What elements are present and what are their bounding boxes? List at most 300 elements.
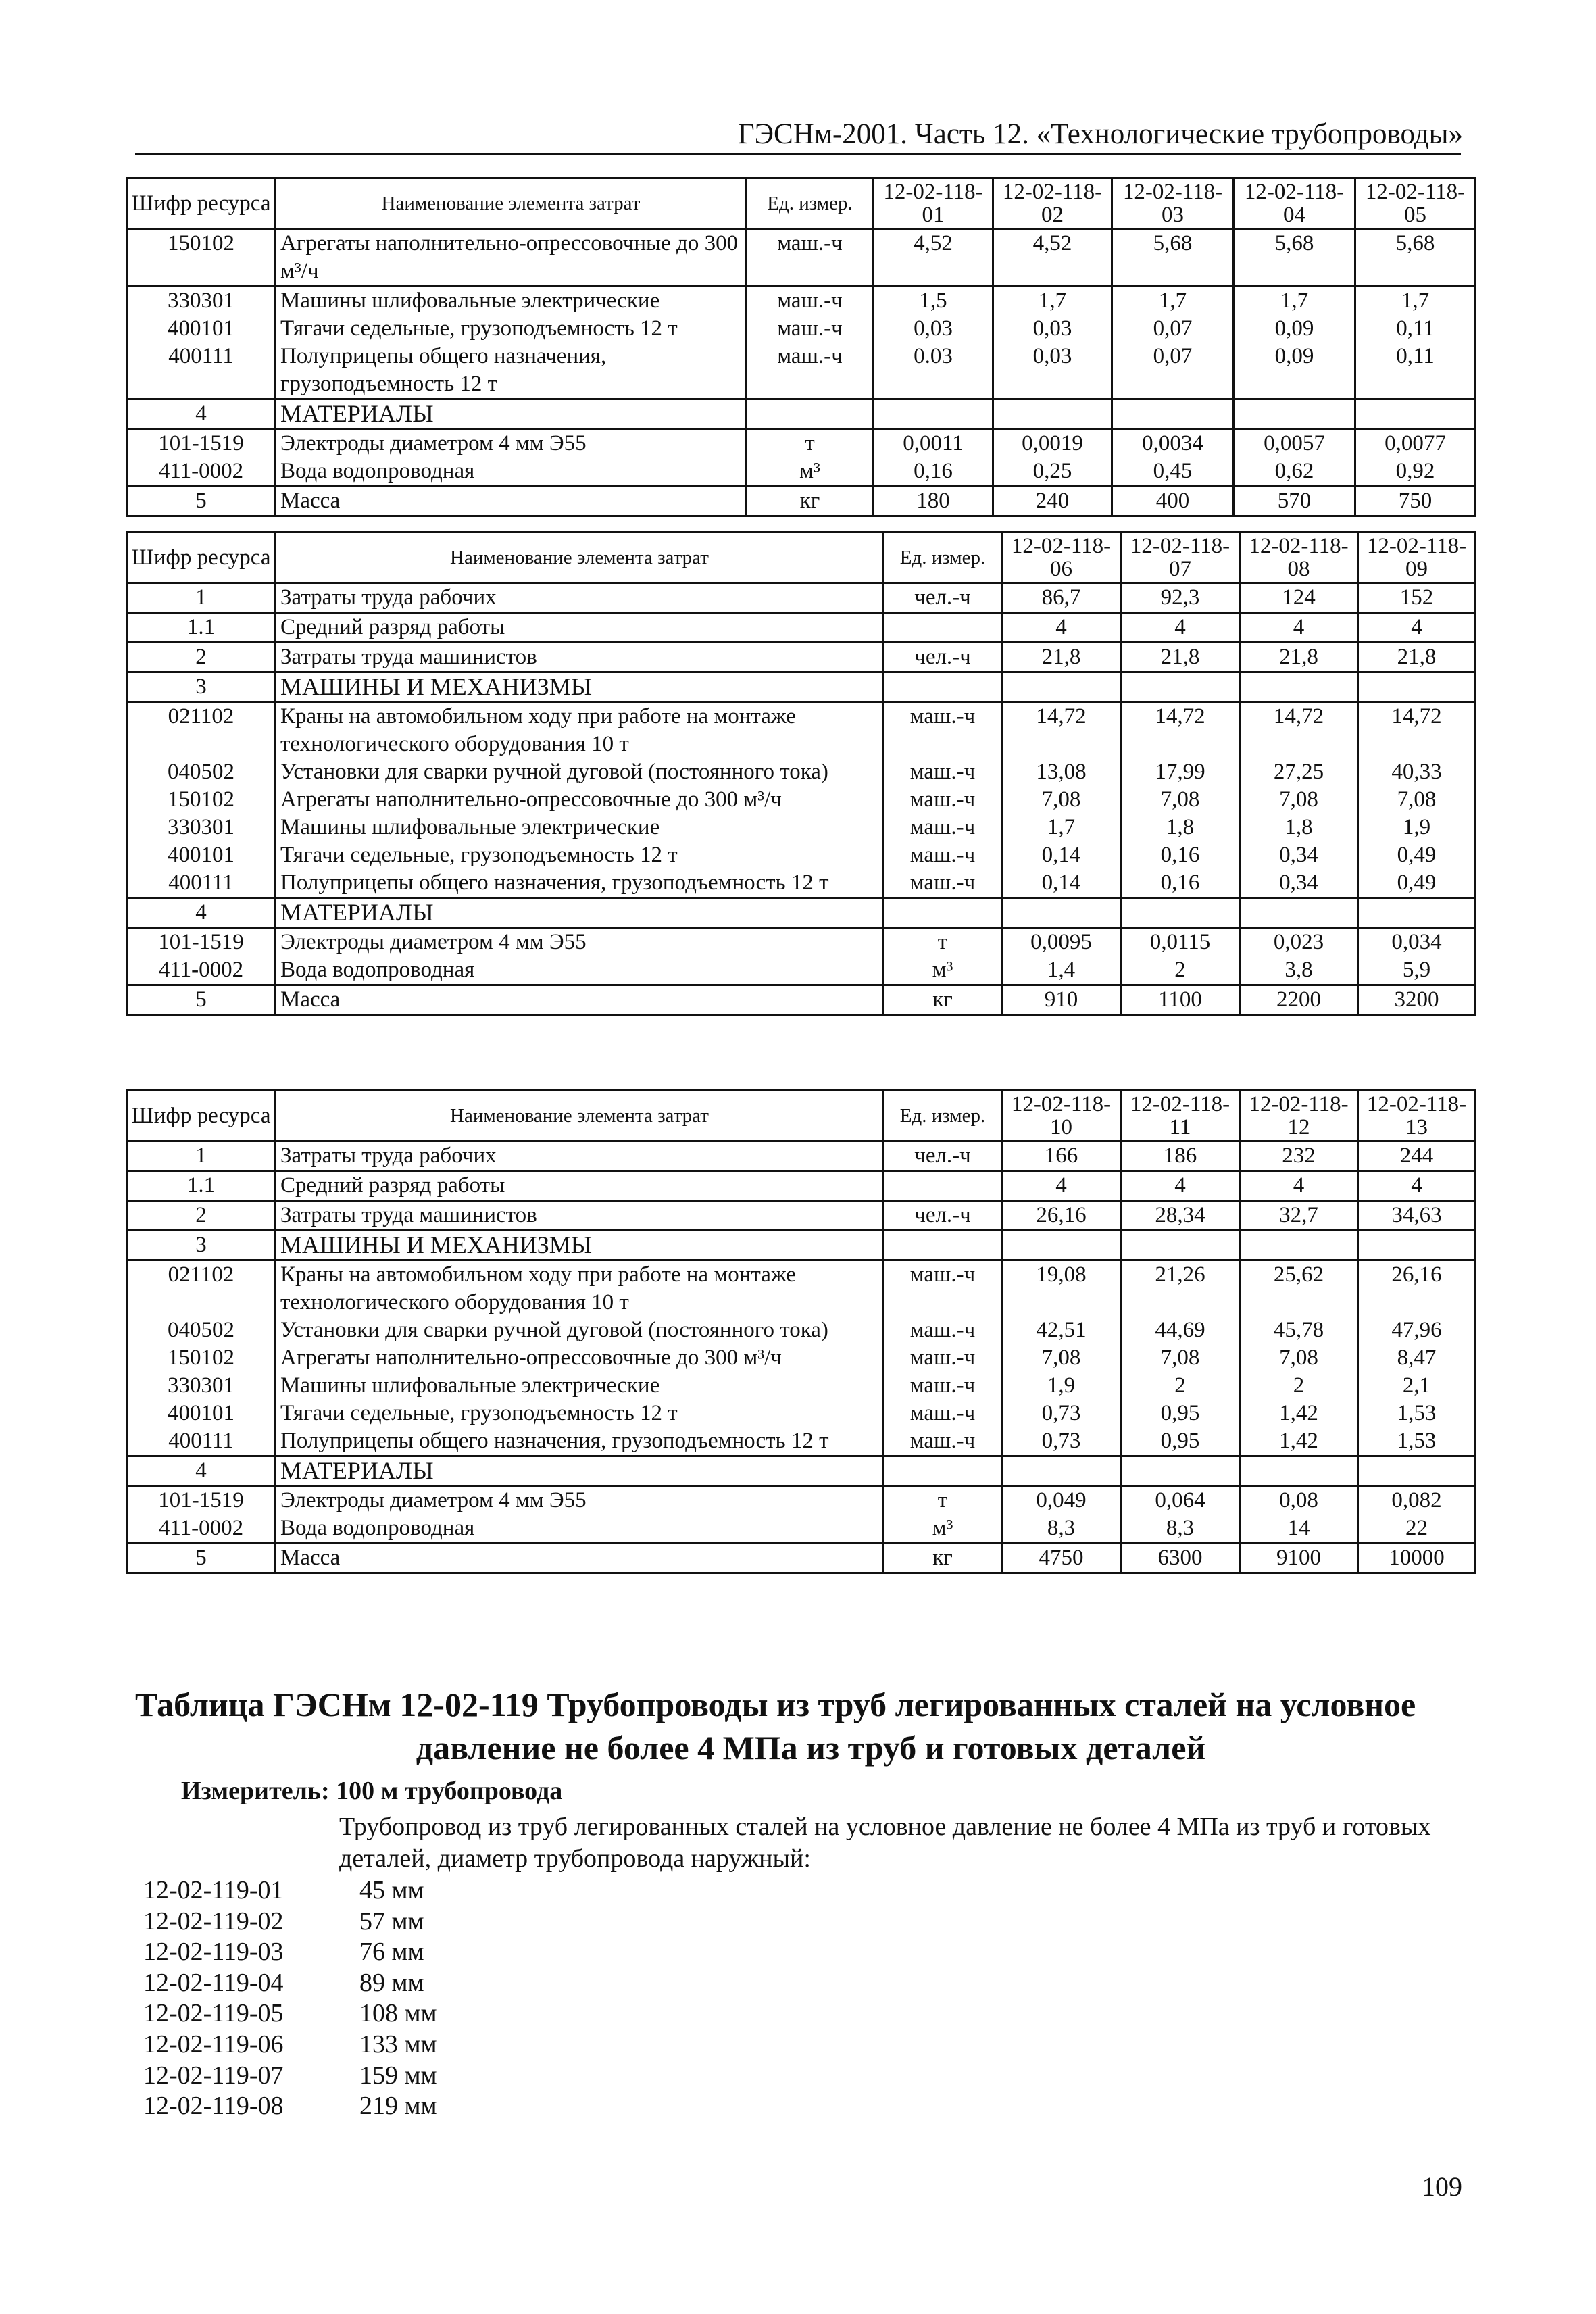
norm-code: 12-02-119-08 <box>143 2092 284 2121</box>
value-cell: 0,023 <box>1240 928 1358 957</box>
section-code: 3 <box>127 1231 276 1260</box>
resource-unit: маш.-ч <box>884 702 1002 759</box>
col-header-code: Шифр ресурса <box>127 533 276 583</box>
resource-unit: кг <box>747 487 874 516</box>
value-cell: 21,8 <box>1002 643 1121 672</box>
norm-size: 57 мм <box>359 1906 424 1936</box>
value-cell: 4 <box>1121 1171 1240 1201</box>
value-cell: 40,33 <box>1358 758 1476 786</box>
norm-code: 12-02-119-06 <box>143 2029 284 2059</box>
value-cell: 3200 <box>1358 985 1476 1015</box>
table-row <box>127 758 1476 786</box>
col-header-norm: 12-02-118-03 <box>1112 178 1234 229</box>
resource-code: 400101 <box>127 1400 276 1427</box>
value-cell: 21,8 <box>1240 643 1358 672</box>
table-row <box>127 928 1476 957</box>
resource-name: Тягачи седельные, грузоподъемность 12 т <box>276 841 884 869</box>
value-cell: 4,52 <box>993 229 1112 287</box>
resource-name: Тягачи седельные, грузоподъемность 12 т <box>276 315 747 343</box>
table-row <box>127 1260 1476 1317</box>
section-code: 4 <box>127 399 276 429</box>
resource-code: 1.1 <box>127 1171 276 1201</box>
value-cell: 0,0077 <box>1355 429 1476 458</box>
table-row <box>127 1515 1476 1544</box>
value-cell: 0,03 <box>993 343 1112 399</box>
table-row <box>127 343 1476 399</box>
resource-unit: чел.-ч <box>884 1141 1002 1171</box>
list-item <box>143 1968 437 1999</box>
resource-name: Установки для сварки ручной дуговой (постоянного тока) <box>276 1316 884 1344</box>
norm-size: 45 мм <box>359 1876 424 1904</box>
resource-code: 150102 <box>127 786 276 814</box>
value-cell: 186 <box>1121 1141 1240 1171</box>
col-header-code: Шифр ресурса <box>127 1091 276 1141</box>
resource-unit: маш.-ч <box>747 229 874 287</box>
value-cell: 10000 <box>1358 1544 1476 1573</box>
resource-name: Масса <box>276 1544 884 1573</box>
value-cell: 0,07 <box>1112 343 1234 399</box>
value-cell: 14,72 <box>1358 702 1476 759</box>
value-cell: 7,08 <box>1240 786 1358 814</box>
value-cell: 5,68 <box>1234 229 1355 287</box>
col-header-name: Наименование элемента затрат <box>276 1091 884 1141</box>
section-code: 3 <box>127 672 276 702</box>
section-row <box>127 672 1476 702</box>
resource-name: Масса <box>276 487 747 516</box>
table-row <box>127 1171 1476 1201</box>
value-cell: 124 <box>1240 583 1358 613</box>
norm-size: 219 мм <box>359 2092 437 2121</box>
section-row <box>127 1456 1476 1486</box>
resource-unit: маш.-ч <box>884 1316 1002 1344</box>
value-cell: 14 <box>1240 1515 1358 1544</box>
resource-unit: маш.-ч <box>884 1344 1002 1372</box>
value-cell: 21,8 <box>1358 643 1476 672</box>
resource-unit: маш.-ч <box>884 869 1002 898</box>
value-cell: 13,08 <box>1002 758 1121 786</box>
table-row <box>127 315 1476 343</box>
value-cell: 0,09 <box>1234 315 1355 343</box>
table-row <box>127 287 1476 316</box>
col-header-norm: 12-02-118-11 <box>1121 1091 1240 1141</box>
resource-code: 021102 <box>127 702 276 759</box>
resource-name: Затраты труда рабочих <box>276 1141 884 1171</box>
value-cell: 47,96 <box>1358 1316 1476 1344</box>
col-header-norm: 12-02-118-05 <box>1355 178 1476 229</box>
col-header-norm: 12-02-118-12 <box>1240 1091 1358 1141</box>
value-cell: 0,08 <box>1240 1486 1358 1515</box>
value-cell: 0,082 <box>1358 1486 1476 1515</box>
value-cell: 0,16 <box>1121 841 1240 869</box>
page-number: 109 <box>1422 2171 1462 2202</box>
resource-unit: маш.-ч <box>884 758 1002 786</box>
value-cell: 232 <box>1240 1141 1358 1171</box>
value-cell: 750 <box>1355 487 1476 516</box>
value-cell: 166 <box>1002 1141 1121 1171</box>
value-cell: 0,14 <box>1002 869 1121 898</box>
value-cell: 0,09 <box>1234 343 1355 399</box>
section-title: МАТЕРИАЛЫ <box>276 1456 884 1486</box>
col-header-unit: Ед. измер. <box>747 178 874 229</box>
value-cell: 0,16 <box>1121 869 1240 898</box>
table-row <box>127 841 1476 869</box>
value-cell: 1,42 <box>1240 1400 1358 1427</box>
table-row <box>127 229 1476 287</box>
value-cell: 14,72 <box>1240 702 1358 759</box>
value-cell: 5,9 <box>1358 956 1476 985</box>
section-code: 4 <box>127 898 276 928</box>
resource-unit: маш.-ч <box>884 841 1002 869</box>
value-cell: 7,08 <box>1358 786 1476 814</box>
resource-unit: м³ <box>884 1515 1002 1544</box>
resource-table-3 <box>126 1089 1476 1574</box>
list-item <box>143 1998 437 2029</box>
value-cell: 1100 <box>1121 985 1240 1015</box>
running-header: ГЭСНм-2001. Часть 12. «Технологические трубопроводы» <box>737 118 1463 150</box>
resource-table-1 <box>126 177 1476 517</box>
value-cell: 42,51 <box>1002 1316 1121 1344</box>
resource-code: 040502 <box>127 758 276 786</box>
value-cell: 244 <box>1358 1141 1476 1171</box>
mass-row <box>127 985 1476 1015</box>
col-header-name: Наименование элемента затрат <box>276 533 884 583</box>
table-row <box>127 702 1476 759</box>
table-row <box>127 1141 1476 1171</box>
resource-name: Вода водопроводная <box>276 458 747 487</box>
value-cell: 1,42 <box>1240 1427 1358 1456</box>
table-row <box>127 1486 1476 1515</box>
value-cell: 3,8 <box>1240 956 1358 985</box>
value-cell: 8,47 <box>1358 1344 1476 1372</box>
resource-code: 400101 <box>127 841 276 869</box>
section-title: МАШИНЫ И МЕХАНИЗМЫ <box>276 1231 884 1260</box>
value-cell: 9100 <box>1240 1544 1358 1573</box>
list-item <box>143 2091 437 2122</box>
value-cell: 7,08 <box>1121 786 1240 814</box>
value-cell: 14,72 <box>1002 702 1121 759</box>
resource-code: 021102 <box>127 1260 276 1317</box>
value-cell: 8,3 <box>1121 1515 1240 1544</box>
norm-code: 12-02-119-04 <box>143 1968 284 1997</box>
col-header-norm: 12-02-118-06 <box>1002 533 1121 583</box>
resource-unit: маш.-ч <box>747 315 874 343</box>
value-cell: 0,03 <box>874 315 993 343</box>
col-header-norm: 12-02-118-07 <box>1121 533 1240 583</box>
resource-name: Вода водопроводная <box>276 956 884 985</box>
resource-unit: маш.-ч <box>884 1400 1002 1427</box>
col-header-norm: 12-02-118-04 <box>1234 178 1355 229</box>
value-cell: 0,16 <box>874 458 993 487</box>
value-cell: 0,064 <box>1121 1486 1240 1515</box>
section-title: МАТЕРИАЛЫ <box>276 399 747 429</box>
value-cell: 1,7 <box>1355 287 1476 316</box>
resource-name: Машины шлифовальные электрические <box>276 814 884 841</box>
section-title-line-1: Таблица ГЭСНм 12-02-119 Трубопроводы из труб легированных сталей на условное <box>135 1685 1416 1723</box>
col-header-norm: 12-02-118-01 <box>874 178 993 229</box>
resource-code: 411-0002 <box>127 1515 276 1544</box>
value-cell: 0,34 <box>1240 841 1358 869</box>
value-cell: 1,8 <box>1240 814 1358 841</box>
resource-name: Затраты труда машинистов <box>276 1201 884 1231</box>
value-cell: 0,0034 <box>1112 429 1234 458</box>
resource-code: 330301 <box>127 287 276 316</box>
value-cell: 4 <box>1358 1171 1476 1201</box>
resource-code: 411-0002 <box>127 956 276 985</box>
value-cell: 1,53 <box>1358 1427 1476 1456</box>
table-row <box>127 643 1476 672</box>
resource-unit: т <box>884 1486 1002 1515</box>
resource-name: Масса <box>276 985 884 1015</box>
resource-code: 330301 <box>127 814 276 841</box>
table-row <box>127 956 1476 985</box>
resource-code: 101-1519 <box>127 1486 276 1515</box>
resource-code: 2 <box>127 643 276 672</box>
value-cell: 0,07 <box>1112 315 1234 343</box>
resource-name: Средний разряд работы <box>276 613 884 643</box>
value-cell: 0,73 <box>1002 1427 1121 1456</box>
value-cell: 14,72 <box>1121 702 1240 759</box>
table-row <box>127 429 1476 458</box>
value-cell: 1,7 <box>1002 814 1121 841</box>
norm-code: 12-02-119-03 <box>143 1938 284 1967</box>
list-item <box>143 2061 437 2092</box>
value-cell: 240 <box>993 487 1112 516</box>
resource-name: Тягачи седельные, грузоподъемность 12 т <box>276 1400 884 1427</box>
col-header-unit: Ед. измер. <box>884 1091 1002 1141</box>
section-code: 4 <box>127 1456 276 1486</box>
col-header-norm: 12-02-118-09 <box>1358 533 1476 583</box>
value-cell: 1,7 <box>1234 287 1355 316</box>
value-cell: 4 <box>1002 613 1121 643</box>
value-cell: 8,3 <box>1002 1515 1121 1544</box>
value-cell: 92,3 <box>1121 583 1240 613</box>
table-row <box>127 1316 1476 1344</box>
table-row <box>127 786 1476 814</box>
value-cell: 1,8 <box>1121 814 1240 841</box>
resource-name: Полуприцепы общего назначения, грузоподъемность 12 т <box>276 869 884 898</box>
value-cell: 22 <box>1358 1515 1476 1544</box>
value-cell: 0,14 <box>1002 841 1121 869</box>
resource-name: Электроды диаметром 4 мм Э55 <box>276 429 747 458</box>
value-cell: 7,08 <box>1121 1344 1240 1372</box>
resource-name: Электроды диаметром 4 мм Э55 <box>276 1486 884 1515</box>
value-cell: 0,92 <box>1355 458 1476 487</box>
value-cell: 0,0115 <box>1121 928 1240 957</box>
value-cell: 4 <box>1002 1171 1121 1201</box>
value-cell: 5,68 <box>1355 229 1476 287</box>
value-cell: 4 <box>1358 613 1476 643</box>
resource-unit <box>884 1171 1002 1201</box>
resource-unit: маш.-ч <box>747 343 874 399</box>
value-cell: 1,5 <box>874 287 993 316</box>
resource-unit: кг <box>884 985 1002 1015</box>
resource-unit: маш.-ч <box>884 1427 1002 1456</box>
value-cell: 1,9 <box>1358 814 1476 841</box>
value-cell: 1,7 <box>1112 287 1234 316</box>
value-cell: 4750 <box>1002 1544 1121 1573</box>
resource-code: 411-0002 <box>127 458 276 487</box>
resource-code: 1.1 <box>127 613 276 643</box>
value-cell: 1,9 <box>1002 1372 1121 1400</box>
table-row <box>127 1344 1476 1372</box>
resource-unit: чел.-ч <box>884 583 1002 613</box>
resource-name: Краны на автомобильном ходу при работе на монтаже технологического оборудования 10 т <box>276 702 884 759</box>
resource-unit: маш.-ч <box>884 814 1002 841</box>
value-cell: 2 <box>1240 1372 1358 1400</box>
value-cell: 0,49 <box>1358 841 1476 869</box>
resource-unit: т <box>747 429 874 458</box>
resource-name: Агрегаты наполнительно-опрессовочные до 300 м³/ч <box>276 229 747 287</box>
value-cell: 0,25 <box>993 458 1112 487</box>
value-cell: 152 <box>1358 583 1476 613</box>
resource-code: 400111 <box>127 869 276 898</box>
value-cell: 1,7 <box>993 287 1112 316</box>
col-header-norm: 12-02-118-13 <box>1358 1091 1476 1141</box>
table-row <box>127 613 1476 643</box>
value-cell: 0,95 <box>1121 1427 1240 1456</box>
value-cell: 0,45 <box>1112 458 1234 487</box>
resource-unit: маш.-ч <box>884 786 1002 814</box>
list-item <box>143 2029 437 2061</box>
resource-name: Агрегаты наполнительно-опрессовочные до 300 м³/ч <box>276 786 884 814</box>
col-header-name: Наименование элемента затрат <box>276 178 747 229</box>
value-cell: 0,11 <box>1355 343 1476 399</box>
section-heading <box>135 1683 1416 1769</box>
value-cell: 2200 <box>1240 985 1358 1015</box>
value-cell: 44,69 <box>1121 1316 1240 1344</box>
col-header-norm: 12-02-118-02 <box>993 178 1112 229</box>
list-item <box>143 1875 437 1906</box>
value-cell: 0,0095 <box>1002 928 1121 957</box>
resource-code: 150102 <box>127 229 276 287</box>
value-cell: 86,7 <box>1002 583 1121 613</box>
resource-unit: маш.-ч <box>884 1260 1002 1317</box>
resource-unit: м³ <box>747 458 874 487</box>
norm-size: 133 мм <box>359 2029 437 2059</box>
value-cell: 25,62 <box>1240 1260 1358 1317</box>
mass-row <box>127 487 1476 516</box>
resource-code: 040502 <box>127 1316 276 1344</box>
norm-size: 76 мм <box>359 1938 424 1967</box>
value-cell: 4 <box>1240 1171 1358 1201</box>
resource-code: 5 <box>127 487 276 516</box>
norm-code: 12-02-119-05 <box>143 1999 284 2028</box>
value-cell: 180 <box>874 487 993 516</box>
table-row <box>127 583 1476 613</box>
resource-name: Средний разряд работы <box>276 1171 884 1201</box>
value-cell: 0,95 <box>1121 1400 1240 1427</box>
resource-name: Вода водопроводная <box>276 1515 884 1544</box>
value-cell: 7,08 <box>1002 1344 1121 1372</box>
value-cell: 2,1 <box>1358 1372 1476 1400</box>
value-cell: 27,25 <box>1240 758 1358 786</box>
resource-unit: маш.-ч <box>884 1372 1002 1400</box>
value-cell: 4 <box>1121 613 1240 643</box>
mass-row <box>127 1544 1476 1573</box>
section-title-line-2: давление не более 4 МПа из труб и готовых деталей <box>416 1729 1206 1767</box>
col-header-code: Шифр ресурса <box>127 178 276 229</box>
resource-table-2 <box>126 531 1476 1016</box>
value-cell: 0,03 <box>993 315 1112 343</box>
value-cell: 28,34 <box>1121 1201 1240 1231</box>
resource-code: 101-1519 <box>127 928 276 957</box>
value-cell: 5,68 <box>1112 229 1234 287</box>
resource-name: Установки для сварки ручной дуговой (постоянного тока) <box>276 758 884 786</box>
table-row <box>127 1201 1476 1231</box>
value-cell: 21,8 <box>1121 643 1240 672</box>
col-header-unit: Ед. измер. <box>884 533 1002 583</box>
value-cell: 21,26 <box>1121 1260 1240 1317</box>
resource-name: Краны на автомобильном ходу при работе на монтаже технологического оборудования 10 т <box>276 1260 884 1317</box>
table-row <box>127 458 1476 487</box>
resource-unit <box>884 613 1002 643</box>
section-title: МАТЕРИАЛЫ <box>276 898 884 928</box>
list-item <box>143 1937 437 1968</box>
resource-name: Затраты труда машинистов <box>276 643 884 672</box>
value-cell: 0,11 <box>1355 315 1476 343</box>
resource-code: 1 <box>127 1141 276 1171</box>
resource-code: 5 <box>127 985 276 1015</box>
resource-code: 101-1519 <box>127 429 276 458</box>
norm-size: 89 мм <box>359 1968 424 1997</box>
resource-name: Полуприцепы общего назначения, грузоподъемность 12 т <box>276 343 747 399</box>
value-cell: 0,0011 <box>874 429 993 458</box>
value-cell: 4,52 <box>874 229 993 287</box>
resource-code: 2 <box>127 1201 276 1231</box>
value-cell: 400 <box>1112 487 1234 516</box>
section-row <box>127 898 1476 928</box>
resource-unit: чел.-ч <box>884 1201 1002 1231</box>
resource-code: 1 <box>127 583 276 613</box>
meter-label: Измеритель: 100 м трубопровода <box>181 1777 563 1805</box>
table-row <box>127 814 1476 841</box>
section-title: МАШИНЫ И МЕХАНИЗМЫ <box>276 672 884 702</box>
resource-code: 5 <box>127 1544 276 1573</box>
value-cell: 0,049 <box>1002 1486 1121 1515</box>
value-cell: 26,16 <box>1002 1201 1121 1231</box>
col-header-norm: 12-02-118-10 <box>1002 1091 1121 1141</box>
resource-code: 400111 <box>127 1427 276 1456</box>
col-header-norm: 12-02-118-08 <box>1240 533 1358 583</box>
resource-unit: м³ <box>884 956 1002 985</box>
value-cell: 1,4 <box>1002 956 1121 985</box>
value-cell: 2 <box>1121 956 1240 985</box>
value-cell: 0,0019 <box>993 429 1112 458</box>
value-cell: 19,08 <box>1002 1260 1121 1317</box>
value-cell: 1,53 <box>1358 1400 1476 1427</box>
resource-code: 330301 <box>127 1372 276 1400</box>
value-cell: 0,34 <box>1240 869 1358 898</box>
resource-name: Машины шлифовальные электрические <box>276 1372 884 1400</box>
norm-size: 159 мм <box>359 2061 437 2090</box>
resource-name: Машины шлифовальные электрические <box>276 287 747 316</box>
resource-unit: т <box>884 928 1002 957</box>
norm-list <box>143 1875 437 2122</box>
value-cell: 32,7 <box>1240 1201 1358 1231</box>
value-cell: 6300 <box>1121 1544 1240 1573</box>
table-row <box>127 1427 1476 1456</box>
resource-code: 150102 <box>127 1344 276 1372</box>
resource-unit: кг <box>884 1544 1002 1573</box>
value-cell: 910 <box>1002 985 1121 1015</box>
value-cell: 0,0057 <box>1234 429 1355 458</box>
header-rule <box>135 153 1461 155</box>
value-cell: 17,99 <box>1121 758 1240 786</box>
resource-unit: чел.-ч <box>884 643 1002 672</box>
resource-name: Агрегаты наполнительно-опрессовочные до 300 м³/ч <box>276 1344 884 1372</box>
norm-code: 12-02-119-01 <box>143 1876 284 1904</box>
table-row <box>127 869 1476 898</box>
